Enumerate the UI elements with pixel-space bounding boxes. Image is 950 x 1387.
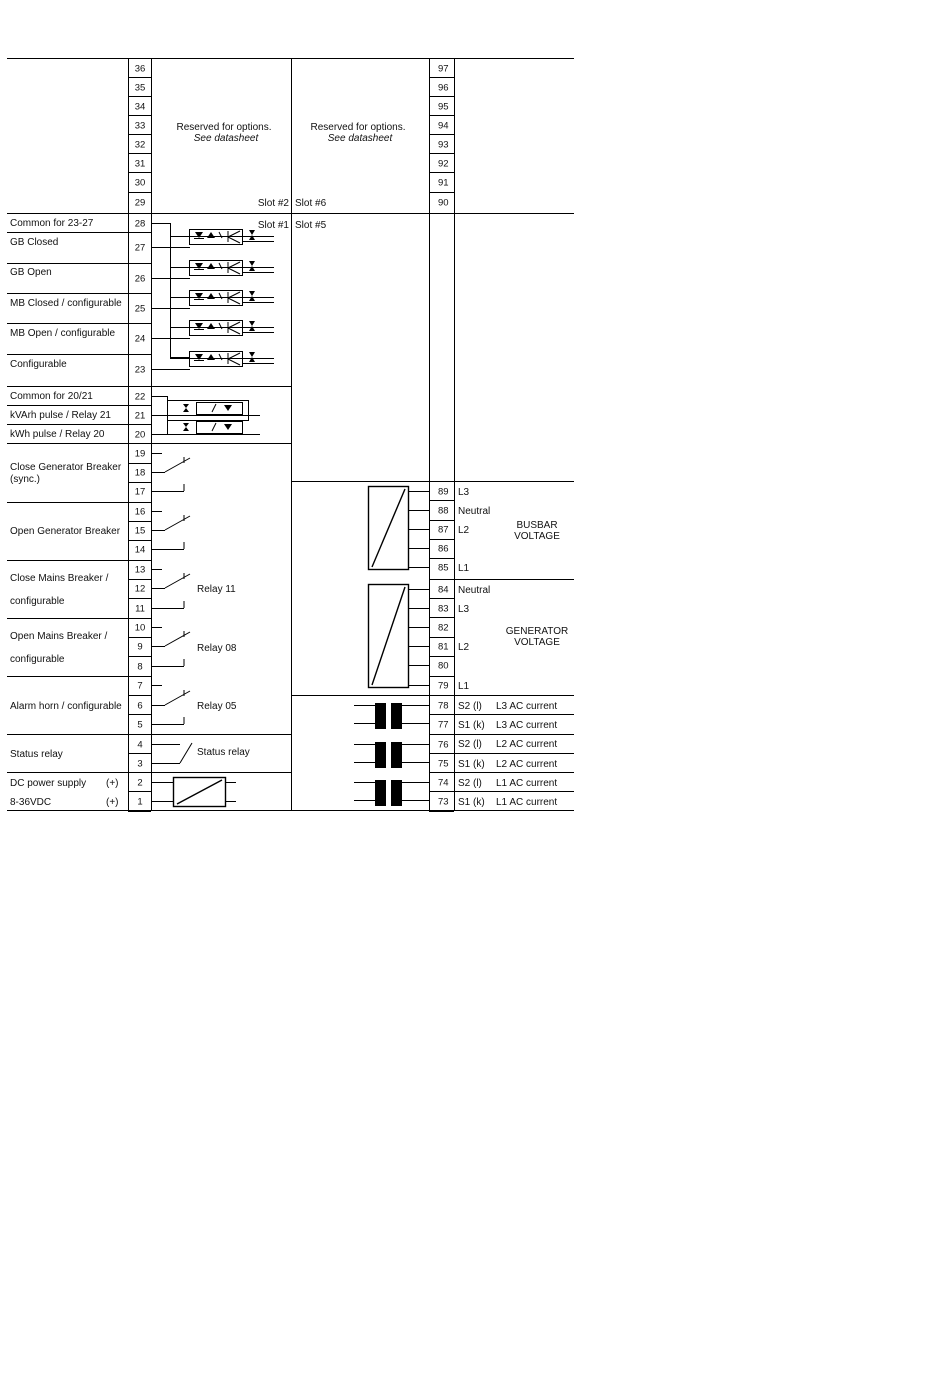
label-close-mains-breaker: Close Mains Breaker /	[10, 573, 109, 584]
busbar-l2-label: L2	[458, 525, 470, 536]
ct-symbol-0	[354, 703, 429, 729]
ct-pole-73: S1 (k)	[458, 797, 485, 808]
pulse-outputs	[151, 396, 260, 435]
digital-inputs-optocouplers	[151, 223, 274, 370]
ct-symbol-2	[354, 780, 429, 806]
relay-contact-3	[151, 628, 190, 667]
relay-08-label: Relay 08	[197, 643, 237, 654]
reserved-left-line2: See datasheet	[193, 133, 259, 144]
dc-converter-symbol	[151, 778, 236, 807]
terminal-91: 91	[438, 177, 449, 189]
terminal-76: 76	[438, 739, 449, 751]
reserved-right-line1: Reserved for options.	[310, 122, 406, 133]
ct-symbol-1	[354, 742, 429, 768]
slot-1-label: Slot #1	[257, 220, 289, 231]
terminal-21: 21	[134, 410, 146, 422]
ct-label-76: L2 AC current	[496, 739, 558, 750]
label-open-mains-config: configurable	[10, 654, 65, 665]
generator-neutral-label: Neutral	[458, 585, 491, 596]
terminal-81: 81	[438, 641, 449, 653]
label-close-gen-sync: (sync.)	[10, 474, 40, 485]
slot-6-label: Slot #6	[295, 198, 327, 209]
busbar-l1-label: L1	[458, 563, 470, 574]
terminal-15: 15	[134, 525, 146, 537]
terminal-24: 24	[134, 333, 146, 345]
terminal-20: 20	[134, 429, 146, 441]
label-kwh-pulse: kWh pulse / Relay 20	[10, 429, 105, 440]
ct-pole-74: S2 (l)	[458, 778, 482, 789]
label-configurable: Configurable	[10, 359, 67, 370]
label-mb-closed: MB Closed / configurable	[10, 298, 122, 309]
terminal-74: 74	[438, 777, 449, 789]
terminal-92: 92	[438, 158, 449, 170]
ct-label-74: L1 AC current	[496, 778, 558, 789]
reserved-left-line1: Reserved for options.	[176, 122, 272, 133]
terminal-86: 86	[438, 543, 449, 555]
terminal-78: 78	[438, 700, 449, 712]
terminal-31: 31	[134, 158, 146, 170]
terminal-3: 3	[137, 758, 143, 770]
terminal-18: 18	[134, 467, 146, 479]
terminal-75: 75	[438, 758, 449, 770]
terminal-97: 97	[438, 63, 449, 75]
busbar-title-2: VOLTAGE	[514, 531, 560, 542]
busbar-l3-label: L3	[458, 487, 470, 498]
terminal-29: 29	[134, 197, 146, 209]
terminal-13: 13	[134, 564, 146, 576]
terminal-7: 7	[137, 680, 143, 692]
terminal-9: 9	[137, 641, 143, 653]
status-relay-label: Status relay	[197, 747, 250, 758]
terminal-6: 6	[137, 700, 143, 712]
terminal-35: 35	[134, 82, 146, 94]
right-terminal-grid	[429, 59, 454, 812]
label-gb-open: GB Open	[10, 267, 52, 278]
ct-pole-75: S1 (k)	[458, 759, 485, 770]
terminal-19: 19	[134, 448, 146, 460]
optocoupler-26	[151, 261, 274, 279]
generator-l1-label: L1	[458, 681, 470, 692]
terminal-73: 73	[438, 796, 449, 808]
terminal-17: 17	[134, 486, 146, 498]
label-kvarh-pulse: kVArh pulse / Relay 21	[10, 410, 111, 421]
label-close-mains-config: configurable	[10, 596, 65, 607]
generator-title-1: GENERATOR	[505, 626, 569, 637]
terminal-96: 96	[438, 82, 449, 94]
optocoupler-24	[151, 321, 274, 339]
generator-l3-label: L3	[458, 604, 470, 615]
voltage-labels	[458, 487, 568, 692]
label-dc-plus-1: (+)	[106, 797, 119, 808]
terminal-94: 94	[438, 120, 449, 132]
terminal-26: 26	[134, 273, 146, 285]
label-dc-power-supply: DC power supply	[10, 778, 87, 789]
ct-label-77: L3 AC current	[496, 720, 558, 731]
ct-pole-78: S2 (l)	[458, 701, 482, 712]
relay-11-label: Relay 11	[197, 584, 236, 595]
current-transformers	[354, 703, 429, 806]
terminal-85: 85	[438, 562, 449, 574]
terminal-95: 95	[438, 101, 449, 113]
terminal-34: 34	[134, 101, 146, 113]
terminal-14: 14	[134, 544, 146, 556]
relay-05-label: Relay 05	[197, 701, 237, 712]
terminal-16: 16	[134, 506, 146, 518]
label-status-relay: Status relay	[10, 749, 63, 760]
relay-contact-2	[151, 570, 190, 609]
terminal-1: 1	[137, 796, 143, 808]
terminal-12: 12	[134, 583, 146, 595]
generator-l2-label: L2	[458, 642, 470, 653]
terminal-79: 79	[438, 680, 449, 692]
busbar-voltage-transducer	[369, 487, 430, 570]
optocoupler-23	[151, 352, 274, 370]
ct-label-78: L3 AC current	[496, 701, 558, 712]
label-alarm-horn: Alarm horn / configurable	[10, 701, 122, 712]
label-gb-closed: GB Closed	[10, 237, 59, 248]
terminal-89: 89	[438, 486, 449, 498]
terminal-30: 30	[134, 177, 146, 189]
optocoupler-25	[151, 291, 274, 309]
terminal-83: 83	[438, 603, 449, 615]
generator-title-2: VOLTAGE	[514, 637, 560, 648]
ct-pole-77: S1 (k)	[458, 720, 485, 731]
terminal-87: 87	[438, 524, 449, 536]
busbar-title-1: BUSBAR	[516, 520, 558, 531]
label-dc-plus-2: (+)	[106, 778, 119, 789]
terminal-93: 93	[438, 139, 449, 151]
terminal-4: 4	[137, 739, 143, 751]
label-common-23-27: Common for 23-27	[10, 218, 94, 229]
relay-labels	[197, 584, 250, 758]
optocoupler-27	[151, 230, 274, 248]
relay-contact-1	[151, 512, 190, 550]
terminal-28: 28	[134, 218, 146, 230]
label-open-gen-breaker: Open Generator Breaker	[10, 526, 121, 537]
ct-label-73: L1 AC current	[496, 797, 558, 808]
terminal-25: 25	[134, 303, 146, 315]
ct-pole-76: S2 (l)	[458, 739, 482, 750]
label-open-mains-breaker: Open Mains Breaker /	[10, 631, 108, 642]
terminal-22: 22	[134, 391, 146, 403]
slot-5-label: Slot #5	[295, 220, 327, 231]
terminal-10: 10	[134, 622, 146, 634]
terminal-33: 33	[134, 120, 146, 132]
terminal-27: 27	[134, 242, 146, 254]
label-common-20-21: Common for 20/21	[10, 391, 93, 402]
terminal-32: 32	[134, 139, 146, 151]
terminal-90: 90	[438, 197, 449, 209]
terminal-80: 80	[438, 660, 449, 672]
label-close-gen-breaker: Close Generator Breaker	[10, 462, 122, 473]
status-relay-contact	[151, 743, 192, 764]
terminal-36: 36	[134, 63, 146, 75]
terminal-84: 84	[438, 584, 449, 596]
label-mb-open: MB Open / configurable	[10, 328, 116, 339]
ct-label-75: L2 AC current	[496, 759, 558, 770]
label-dc-range: 8-36VDC	[10, 797, 52, 808]
relay-contact-4	[151, 686, 190, 725]
reserved-right-line2: See datasheet	[327, 133, 393, 144]
relay-contact-0	[151, 454, 190, 492]
terminal-77: 77	[438, 719, 449, 731]
slot-2-label: Slot #2	[257, 198, 289, 209]
busbar-neutral-label: Neutral	[458, 506, 491, 517]
terminal-23: 23	[134, 364, 146, 376]
terminal-88: 88	[438, 505, 449, 517]
terminal-11: 11	[135, 603, 145, 615]
terminal-2: 2	[137, 777, 143, 789]
relay-contacts	[151, 454, 192, 764]
left-labels	[10, 218, 122, 808]
terminal-5: 5	[137, 719, 143, 731]
terminal-82: 82	[438, 622, 449, 634]
terminal-8: 8	[137, 661, 143, 673]
generator-voltage-transducer	[369, 585, 430, 688]
